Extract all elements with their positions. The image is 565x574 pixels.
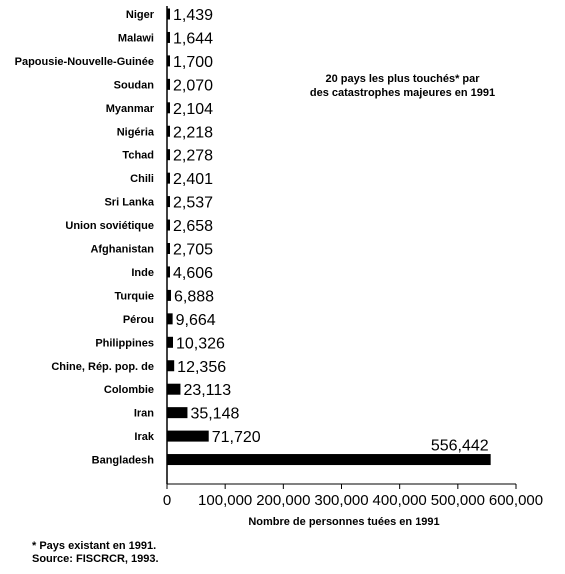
category-label: Inde bbox=[131, 266, 154, 279]
value-label: 9,664 bbox=[175, 311, 216, 329]
value-label: 6,888 bbox=[174, 288, 215, 306]
notes-block bbox=[32, 540, 159, 566]
category-label: Tchad bbox=[122, 149, 154, 162]
source-note: Source: FISCRCR, 1993. bbox=[32, 553, 159, 565]
chart-title bbox=[290, 72, 515, 100]
category-label: Bangladesh bbox=[91, 454, 154, 467]
category-labels-group bbox=[15, 9, 155, 467]
footnote: * Pays existant en 1991. bbox=[32, 540, 157, 552]
value-label: 2,401 bbox=[173, 171, 214, 189]
value-label: 12,356 bbox=[177, 358, 227, 376]
chart-title-line-1: 20 pays les plus touchés* par bbox=[325, 73, 480, 85]
category-label: Myanmar bbox=[105, 102, 154, 115]
category-label: Malawi bbox=[117, 32, 154, 45]
category-label: Sri Lanka bbox=[104, 196, 154, 209]
value-label: 2,537 bbox=[173, 194, 214, 212]
bar bbox=[167, 431, 209, 442]
category-label: Afghanistan bbox=[90, 243, 154, 256]
x-tick-label: 0 bbox=[162, 492, 172, 509]
category-label: Iran bbox=[133, 407, 154, 420]
x-tick-label: 100,000 bbox=[198, 492, 253, 509]
x-tick-label: 600,000 bbox=[488, 492, 544, 509]
x-tick-label: 400,000 bbox=[372, 492, 427, 509]
category-label: Irak bbox=[134, 431, 154, 444]
value-label: 10,326 bbox=[176, 335, 225, 353]
category-label: Soudan bbox=[113, 79, 154, 92]
x-ticks-group bbox=[163, 484, 543, 509]
bar bbox=[167, 384, 180, 395]
value-label: 556,442 bbox=[430, 437, 489, 455]
value-label: 4,606 bbox=[173, 264, 214, 282]
category-label: Union soviétique bbox=[65, 220, 154, 233]
chart-title-line-2: des catastrophes majeures en 1991 bbox=[309, 87, 496, 99]
value-label: 2,658 bbox=[173, 218, 214, 236]
value-label: 35,148 bbox=[190, 405, 240, 423]
category-label: Papousie-Nouvelle-Guinée bbox=[14, 55, 154, 68]
value-label: 2,705 bbox=[173, 241, 214, 259]
category-label: Philippines bbox=[95, 337, 154, 350]
category-label: Niger bbox=[125, 9, 154, 21]
category-label: Nigéria bbox=[116, 126, 154, 139]
category-label: Pérou bbox=[122, 313, 154, 326]
category-label: Chine, Rép. pop. de bbox=[51, 360, 154, 373]
value-label: 2,218 bbox=[173, 124, 214, 142]
value-label: 1,644 bbox=[173, 30, 214, 48]
value-label: 2,104 bbox=[173, 100, 214, 118]
bar bbox=[167, 407, 187, 418]
category-label: Colombie bbox=[103, 384, 154, 397]
x-tick-label: 500,000 bbox=[430, 492, 485, 509]
x-tick-label: 300,000 bbox=[314, 492, 369, 509]
value-label: 23,113 bbox=[183, 382, 232, 400]
value-label: 1,700 bbox=[173, 53, 214, 71]
value-label: 1,439 bbox=[173, 7, 214, 24]
x-tick-label: 200,000 bbox=[256, 492, 311, 509]
bar bbox=[167, 337, 173, 348]
value-label: 71,720 bbox=[211, 429, 261, 447]
category-label: Turquie bbox=[114, 290, 154, 303]
value-label: 2,070 bbox=[173, 77, 214, 95]
bar bbox=[167, 360, 174, 371]
x-axis-label: Nombre de personnes tuées en 1991 bbox=[248, 516, 440, 528]
value-label: 2,278 bbox=[173, 147, 214, 165]
category-label: Chili bbox=[130, 173, 154, 186]
bar bbox=[167, 313, 173, 324]
bar bbox=[167, 454, 491, 465]
